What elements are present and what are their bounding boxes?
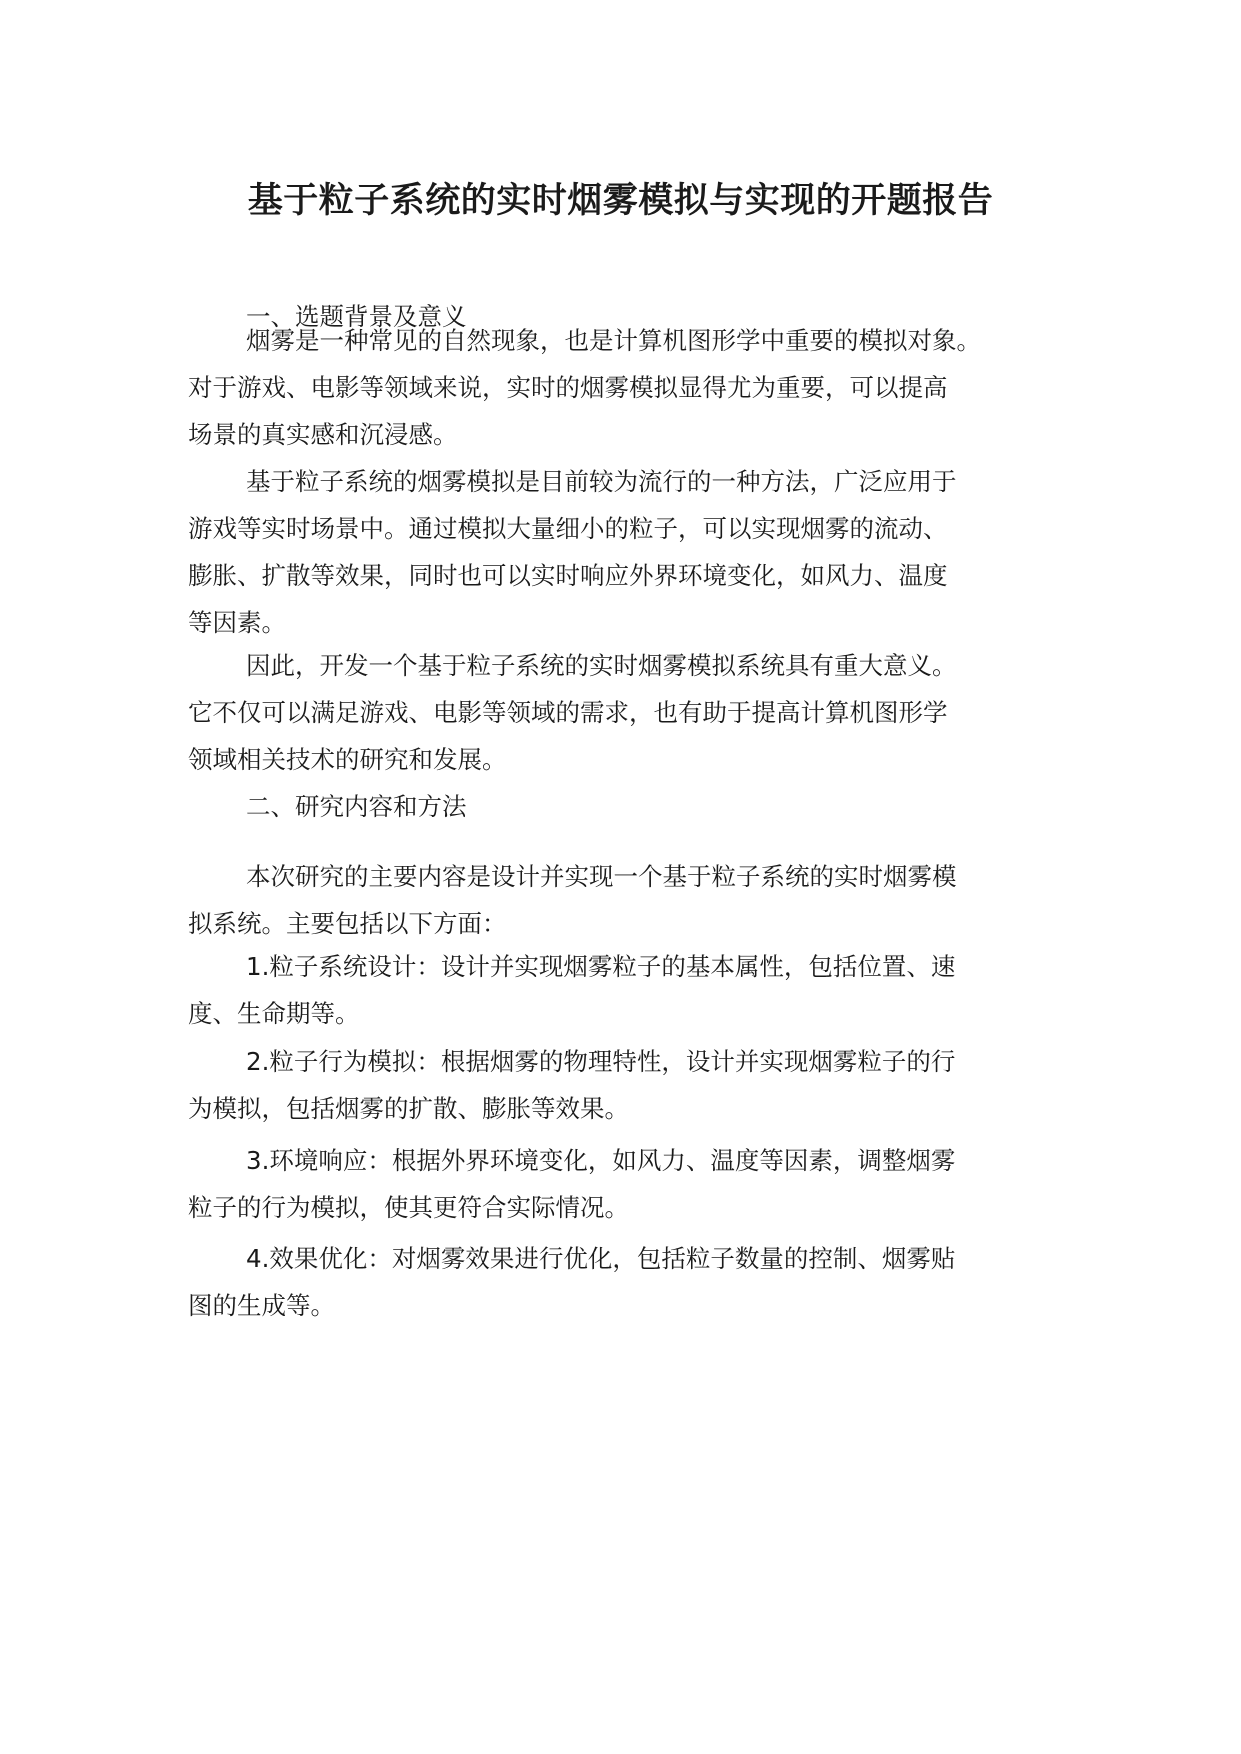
paragraph-line: 游戏等实时场景中。通过模拟大量细小的粒子，可以实现烟雾的流动、 <box>188 514 948 543</box>
paragraph-line: 度、生命期等。 <box>188 999 360 1028</box>
paragraph-line: 烟雾是一种常见的自然现象，也是计算机图形学中重要的模拟对象。 <box>246 326 981 355</box>
paragraph-line: 2.粒子行为模拟：根据烟雾的物理特性，设计并实现烟雾粒子的行 <box>246 1047 956 1076</box>
list-item-environment-response <box>188 1137 1058 1231</box>
paragraph-line: 膨胀、扩散等效果，同时也可以实时响应外界环境变化，如风力、温度 <box>188 561 948 590</box>
section-heading-text: 一、选题背景及意义 <box>246 302 467 331</box>
paragraph-particle-method <box>188 458 1058 646</box>
paragraph-line: 它不仅可以满足游戏、电影等领域的需求，也有助于提高计算机图形学 <box>188 698 948 727</box>
paragraph-line: 因此，开发一个基于粒子系统的实时烟雾模拟系统具有重大意义。 <box>246 651 957 680</box>
paragraph-line: 1.粒子系统设计：设计并实现烟雾粒子的基本属性，包括位置、速 <box>246 952 956 981</box>
paragraph-line: 领域相关技术的研究和发展。 <box>188 745 507 774</box>
paragraph-smoke-intro <box>188 317 1058 458</box>
paragraph-line: 等因素。 <box>188 608 286 637</box>
paragraph-line: 拟系统。主要包括以下方面： <box>188 909 507 938</box>
paragraph-line: 粒子的行为模拟，使其更符合实际情况。 <box>188 1193 629 1222</box>
list-item-particle-behavior <box>188 1038 1058 1132</box>
paragraph-line: 3.环境响应：根据外界环境变化，如风力、温度等因素，调整烟雾 <box>246 1146 956 1175</box>
paragraph-significance <box>188 642 1058 783</box>
list-item-particle-system-design <box>188 943 1058 1037</box>
paragraph-research-content <box>188 853 1058 947</box>
paragraph-line: 场景的真实感和沉浸感。 <box>188 420 458 449</box>
section-heading-content-methods <box>188 783 1058 830</box>
paragraph-line: 对于游戏、电影等领域来说，实时的烟雾模拟显得尤为重要，可以提高 <box>188 373 948 402</box>
paragraph-line: 基于粒子系统的烟雾模拟是目前较为流行的一种方法，广泛应用于 <box>246 467 957 496</box>
document-title: 基于粒子系统的实时烟雾模拟与实现的开题报告 <box>247 181 994 221</box>
paragraph-line: 图的生成等。 <box>188 1291 335 1320</box>
paragraph-line: 4.效果优化：对烟雾效果进行优化，包括粒子数量的控制、烟雾贴 <box>246 1244 956 1273</box>
section-heading-text: 二、研究内容和方法 <box>246 792 467 821</box>
paragraph-line: 为模拟，包括烟雾的扩散、膨胀等效果。 <box>188 1094 629 1123</box>
list-item-effect-optimization <box>188 1235 1058 1329</box>
paragraph-line: 本次研究的主要内容是设计并实现一个基于粒子系统的实时烟雾模 <box>246 862 957 891</box>
